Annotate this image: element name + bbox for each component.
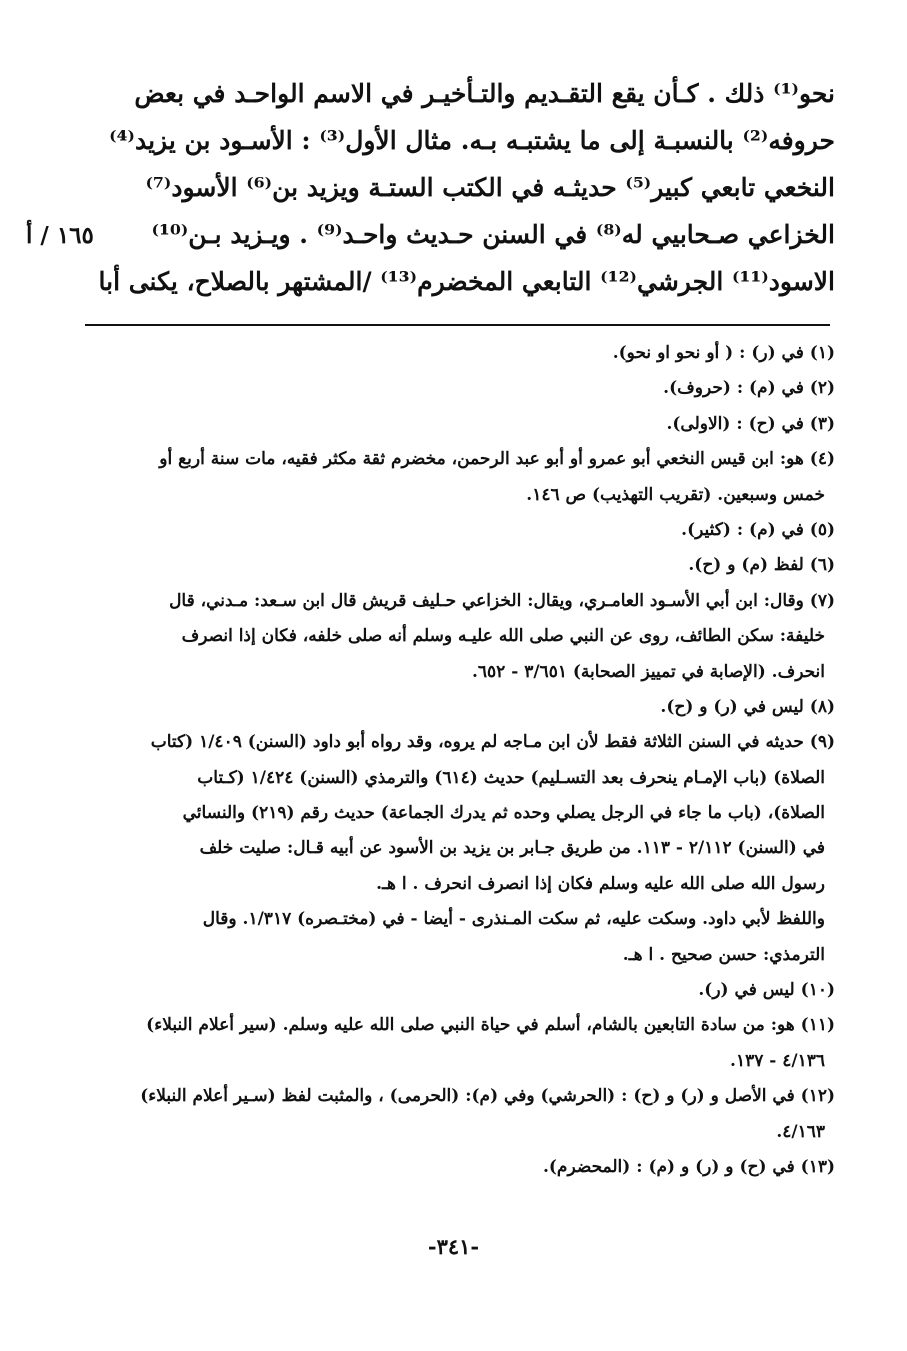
footnotes-block xyxy=(75,336,835,1185)
footnote-9-continuation: رسول الله صلى الله عليه وسلم فكان إذا انصرف انحرف . ا هـ. xyxy=(376,873,825,894)
footnote-7-continuation: انحرف. (الإصابة في تمييز الصحابة) ٣/٦٥١ - ٦٥٢. xyxy=(471,661,825,682)
footnote-7: (٧) وقال: ابن أبي الأسـود العامـري، ويقال: الخزاعي حـليف قريش قال ابن سـعد: مـدني، قال xyxy=(169,590,835,611)
footnote-11: (١١) هو: من سادة التابعين بالشام، أسلم في حياة النبي صلى الله عليه وسلم. (سير أعلام النبلاء) xyxy=(146,1015,835,1036)
footnote-2: (٢) في (م) : (حروف). xyxy=(663,378,835,399)
footnote-13: (١٣) في (ح) و (ر) و (م) : (المحضرم). xyxy=(542,1156,835,1177)
footnote-9: (٩) حديثه في السنن الثلاثة فقط لأن ابن مـاجه لم يروه، وقد رواه أبو داود (السنن) ١/٤٠٩ (كتاب xyxy=(150,732,835,753)
footnote-5: (٥) في (م) : (كثير). xyxy=(681,519,835,540)
footnote-4-continuation: خمس وسبعين. (تقريب التهذيب) ص ١٤٦. xyxy=(526,484,825,505)
footnote-9-addendum-continuation: الترمذي: حسن صحيح . ا هـ. xyxy=(622,944,825,965)
footnote-9-continuation: في (السنن) ٢/١١٢ - ١١٣. من طريق جـابر بن يزيد بن الأسود عن أبيه قـال: صليت خلف xyxy=(199,838,825,859)
footnote-3: (٣) في (ح) : (الاولى). xyxy=(666,413,835,434)
page-number: -٣٤١- xyxy=(427,1234,480,1259)
main-text-line: نحو⁽¹⁾ ذلك . كـأن يقع التقـديم والتـأخيـر في الاسم الواحـد في بعض xyxy=(134,79,835,108)
footnote-10: (١٠) ليس في (ر). xyxy=(698,980,835,1001)
main-text-line: حروفه⁽²⁾ بالنسبـة إلى ما يشتبـه بـه. مثال الأول⁽³⁾ : الأسـود بن يزيد⁽⁴⁾ xyxy=(109,126,835,155)
footnote-8: (٨) ليس في (ر) و (ح). xyxy=(660,696,835,717)
footnote-9-continuation: الصلاة) (باب الإمـام ينحرف بعد التسـليم) حديث (٦١٤) والترمذي (السنن) ١/٤٢٤ (كـتاب xyxy=(197,767,825,788)
footnote-12: (١٢) في الأصل و (ر) و (ح) : (الحرشي) وفي (م): (الحرمى) ، والمثبت لفظ (سـير أعلام النبلاء) xyxy=(140,1086,835,1107)
footnote-1: (١) في (ر) : ( أو نحو او نحو). xyxy=(612,343,835,363)
footnote-12-continuation: ٤/١٦٣. xyxy=(776,1121,825,1142)
main-text-line: الخزاعي صـحابيي له⁽⁸⁾ في السنن حـديث واحـد⁽⁹⁾ . ويـزيد بـن⁽¹⁰⁾ xyxy=(151,220,835,249)
footnote-9-continuation: الصلاة)، (باب ما جاء في الرجل يصلي وحده ثم يدرك الجماعة) حديث رقم (٢١٩) والنسائي xyxy=(182,803,825,824)
footnote-4: (٤) هو: ابن قيس النخعي أبو عمرو أو أبو عبد الرحمن، مخضرم ثقة مكثر فقيه، مات سنة أربع أو xyxy=(159,449,835,470)
main-text-block xyxy=(98,70,835,305)
manuscript-folio-reference: ١٦٥ / أ xyxy=(26,222,94,249)
footnote-7-continuation: خليفة: سكن الطائف، روى عن النبي صلى الله عليـه وسلم أنه صلى خلفه، فكان إذا انصرف xyxy=(181,626,825,647)
footnote-9-addendum: واللفظ لأبي داود. وسكت عليه، ثم سكت المـنذرى - أيضا - في (مختـصره) ١/٣١٧. وقال xyxy=(202,909,825,930)
main-text-line: الاسود⁽¹¹⁾ الجرشي⁽¹²⁾ التابعي المخضرم⁽¹³⁾ /المشتهر بالصلاح، يكنى أبا xyxy=(98,267,835,296)
footnote-11-continuation: ٤/١٣٦ - ١٣٧. xyxy=(730,1050,825,1071)
main-text-line: النخعي تابعي كبير⁽⁵⁾ حديثـه في الكتب الستـة ويزيد بن⁽⁶⁾ الأسود⁽⁷⁾ xyxy=(145,173,835,202)
footnote-6: (٦) لفظ (م) و (ح). xyxy=(688,555,835,576)
footnote-separator xyxy=(85,324,830,326)
